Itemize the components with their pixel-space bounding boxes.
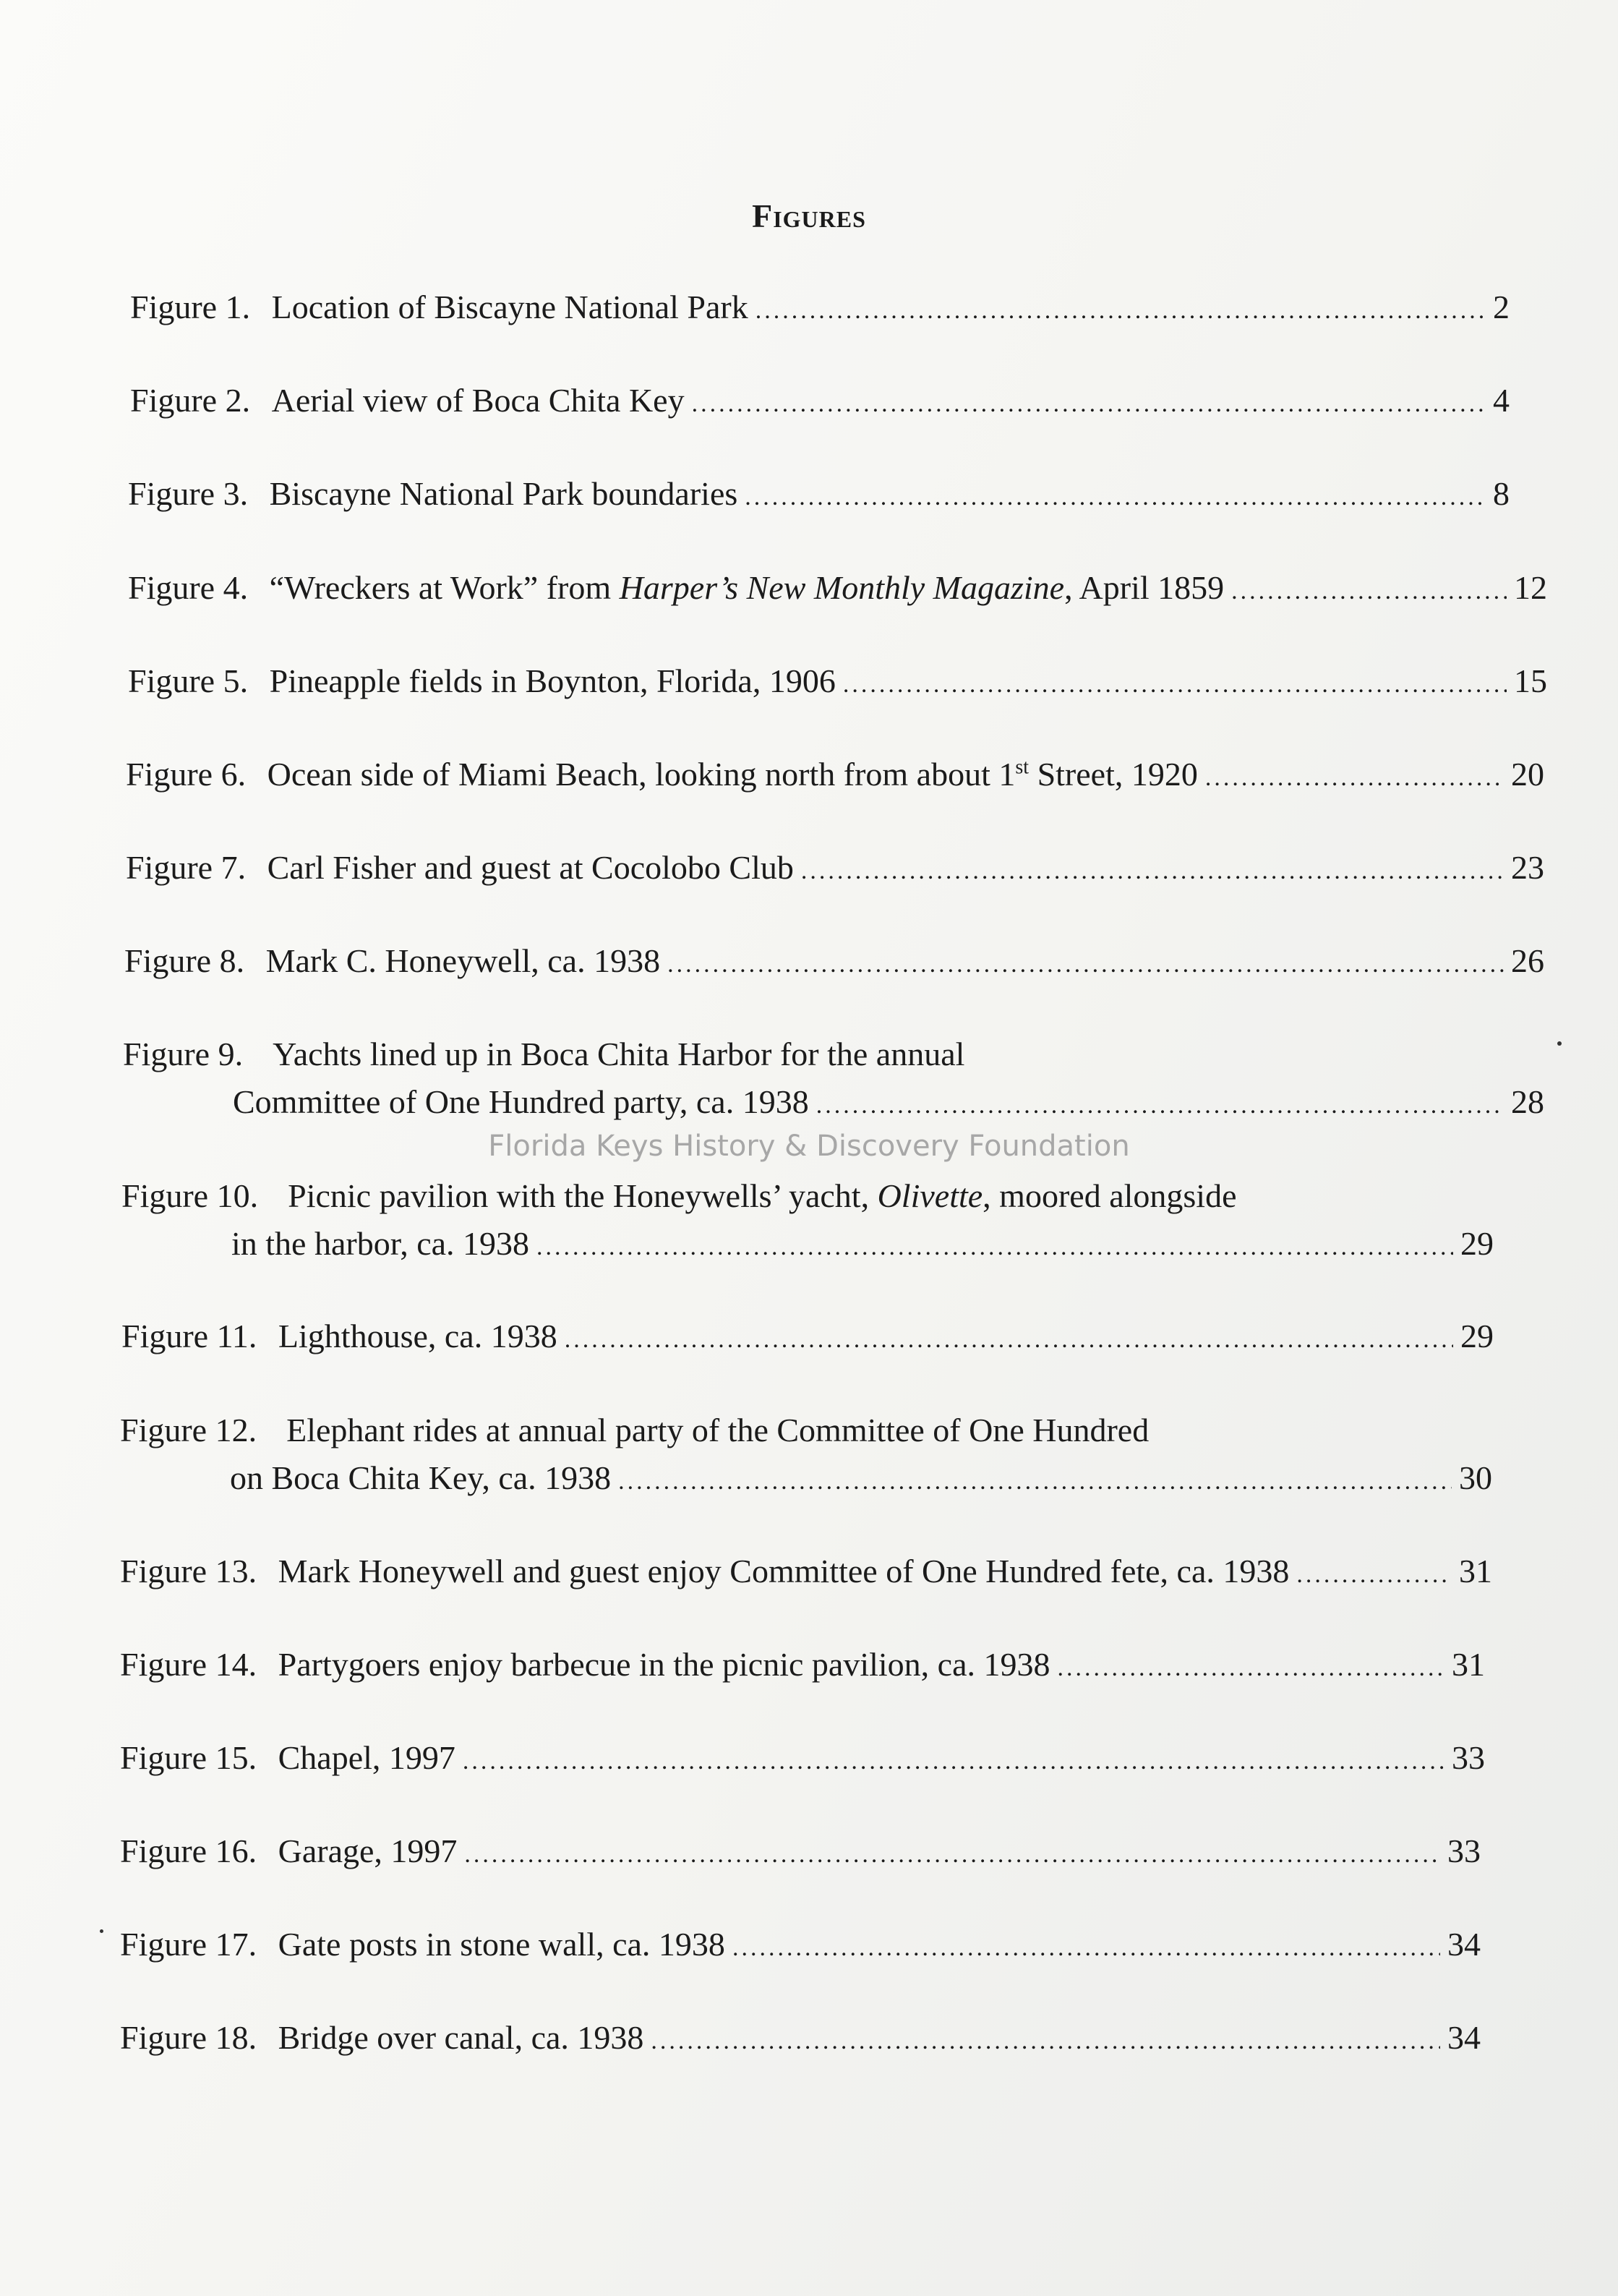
figure-entry-8 (124, 942, 1544, 980)
figure-page: 4 (1493, 382, 1510, 419)
figure-entry-13 (120, 1552, 1492, 1590)
title-text: Picnic pavilion with the Honeywells’ yacht, (288, 1177, 878, 1214)
dot-leader (692, 391, 1486, 418)
figure-entry-10 (121, 1177, 1236, 1215)
figure-page: 28 (1511, 1083, 1544, 1120)
figure-entry-17 (120, 1925, 1481, 1963)
figure-number: Figure 3. (128, 475, 249, 512)
figure-page: 12 (1514, 569, 1547, 606)
scan-speck (100, 1929, 103, 1933)
figure-number: Figure 8. (124, 942, 245, 979)
figure-number: Figure 6. (126, 756, 247, 793)
dot-leader (745, 484, 1486, 511)
title-text: Ocean side of Miami Beach, looking north from about 1 (267, 756, 1016, 793)
ordinal-suffix: st (1015, 756, 1030, 779)
figure-entry-7 (126, 848, 1544, 887)
figure-title (267, 755, 1198, 793)
figure-page: 33 (1452, 1739, 1485, 1776)
figure-entry-2 (130, 381, 1510, 419)
dot-leader (651, 2028, 1440, 2055)
figure-entry-10-continuation (231, 1224, 1494, 1263)
yacht-name: Olivette (877, 1177, 983, 1214)
figure-page: 23 (1511, 849, 1544, 886)
figure-entry-9-continuation (233, 1083, 1544, 1121)
figure-title: Garage, 1997 (278, 1832, 458, 1869)
dot-leader (816, 1092, 1504, 1119)
dot-leader (756, 297, 1486, 325)
dot-leader (463, 1748, 1444, 1775)
figure-number: Figure 10. (121, 1177, 259, 1214)
dot-leader (1205, 764, 1504, 792)
figure-title: Location of Biscayne National Park (271, 289, 748, 325)
figure-number: Figure 2. (130, 382, 251, 419)
figure-title-continued: on Boca Chita Key, ca. 1938 (230, 1459, 612, 1496)
magazine-title: Harper’s New Monthly Magazine (619, 569, 1065, 606)
figure-entry-11 (121, 1317, 1494, 1355)
figure-page: 26 (1511, 942, 1544, 979)
dot-leader (565, 1326, 1453, 1354)
figure-entry-18 (120, 2018, 1481, 2057)
figure-page: 29 (1460, 1318, 1494, 1354)
figure-title (288, 1177, 1236, 1214)
figure-page: 33 (1447, 1832, 1481, 1869)
figure-title-continued: Committee of One Hundred party, ca. 1938 (233, 1083, 809, 1120)
watermark: Florida Keys History & Discovery Foundation (488, 1130, 1130, 1163)
figure-number: Figure 7. (126, 849, 247, 886)
dot-leader (1231, 578, 1507, 605)
dot-leader (1296, 1561, 1452, 1589)
figure-title: Bridge over canal, ca. 1938 (278, 2019, 644, 2056)
dot-leader (618, 1468, 1452, 1495)
title-text: “Wreckers at Work” from (269, 569, 620, 606)
figure-page: 29 (1460, 1225, 1494, 1262)
title-text: , moored alongside (983, 1177, 1237, 1214)
figure-entry-3 (128, 474, 1510, 513)
figure-entry-14 (120, 1645, 1485, 1683)
figure-number: Figure 11. (121, 1318, 257, 1354)
figure-number: Figure 13. (120, 1553, 257, 1589)
figure-number: Figure 4. (128, 569, 249, 606)
figure-page: 30 (1459, 1459, 1492, 1496)
figure-title: Gate posts in stone wall, ca. 1938 (278, 1926, 725, 1963)
figure-entry-12 (120, 1411, 1149, 1449)
figure-title: Pineapple fields in Boynton, Florida, 1906 (269, 662, 836, 699)
figure-entry-1 (130, 288, 1510, 326)
figure-entry-15 (120, 1738, 1485, 1777)
figure-entry-5 (128, 662, 1547, 700)
title-text: Street, 1920 (1029, 756, 1198, 793)
dot-leader (464, 1841, 1440, 1869)
dot-leader (667, 951, 1504, 978)
figure-entry-12-continuation (230, 1459, 1492, 1497)
figure-title: Chapel, 1997 (278, 1739, 455, 1776)
figure-title: Aerial view of Boca Chita Key (271, 382, 685, 419)
figure-entry-4 (128, 568, 1547, 607)
scan-speck (1557, 1041, 1562, 1046)
figure-entry-9 (123, 1035, 964, 1073)
figure-title (270, 568, 1225, 607)
figure-number: Figure 12. (120, 1412, 257, 1448)
figure-number: Figure 15. (120, 1739, 257, 1776)
figure-entry-6 (126, 755, 1544, 793)
figure-number: Figure 9. (123, 1036, 244, 1072)
figure-number: Figure 5. (128, 662, 249, 699)
figure-number: Figure 17. (120, 1926, 257, 1963)
figure-title: Partygoers enjoy barbecue in the picnic pavilion, ca. 1938 (278, 1646, 1050, 1683)
figure-number: Figure 18. (120, 2019, 257, 2056)
figure-title: Lighthouse, ca. 1938 (278, 1318, 557, 1354)
figure-page: 31 (1459, 1553, 1492, 1589)
title-text: , April 1859 (1064, 569, 1225, 606)
figure-title: Mark Honeywell and guest enjoy Committee of One Hundred fete, ca. 1938 (278, 1553, 1290, 1589)
figure-number: Figure 1. (130, 289, 251, 325)
dot-leader (801, 858, 1504, 885)
figure-page: 8 (1493, 475, 1510, 512)
dot-leader (1058, 1655, 1445, 1682)
figure-page: 34 (1447, 2019, 1481, 2056)
page-title: Figures (752, 197, 866, 234)
figure-title: Biscayne National Park boundaries (269, 475, 738, 512)
dot-leader (732, 1934, 1440, 1962)
figure-title: Mark C. Honeywell, ca. 1938 (265, 942, 661, 979)
figure-title: Carl Fisher and guest at Cocolobo Club (267, 849, 794, 886)
figure-entry-16 (120, 1832, 1481, 1870)
figure-title: Yachts lined up in Boca Chita Harbor for the annual (273, 1036, 965, 1072)
figure-number: Figure 16. (120, 1832, 257, 1869)
figure-page: 15 (1514, 662, 1547, 699)
dot-leader (536, 1234, 1453, 1261)
figure-page: 20 (1511, 756, 1544, 793)
figure-page: 2 (1493, 289, 1510, 325)
figure-title-continued: in the harbor, ca. 1938 (231, 1225, 530, 1262)
dot-leader (843, 671, 1507, 699)
figure-page: 34 (1447, 1926, 1481, 1963)
figure-number: Figure 14. (120, 1646, 257, 1683)
figure-title: Elephant rides at annual party of the Committee of One Hundred (286, 1412, 1150, 1448)
figure-page: 31 (1452, 1646, 1485, 1683)
